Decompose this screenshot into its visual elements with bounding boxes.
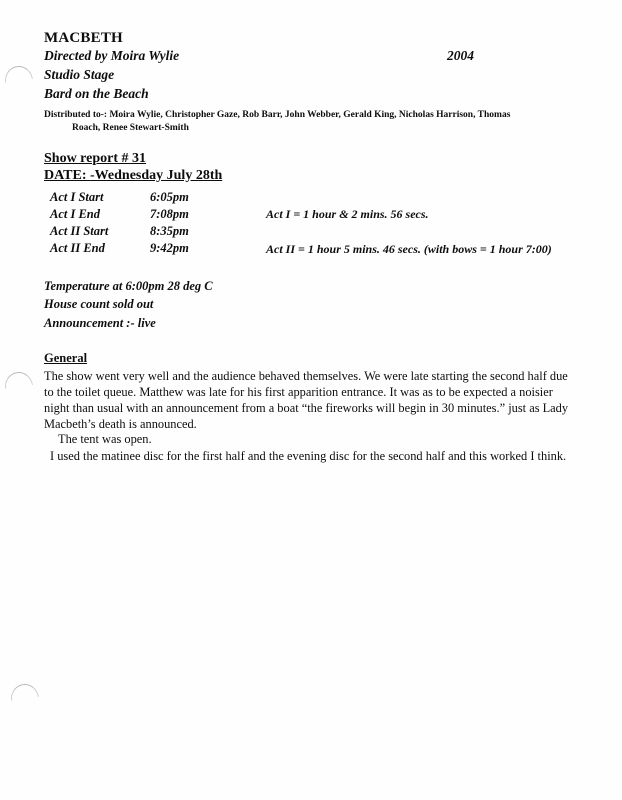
act-time-value: 6:05pm [150, 189, 189, 204]
act-time-label: Act II Start [50, 223, 109, 238]
temperature-line: Temperature at 6:00pm 28 deg C [44, 278, 213, 293]
general-notes [44, 369, 569, 465]
company-label: Bard on the Beach [44, 86, 149, 101]
report-date: DATE: -Wednesday July 28th [44, 167, 223, 183]
general-paragraph: The show went very well and the audience behaved themselves. We were late starting the second half due to the toilet queue. Matthew was late for his first apparition entrance. It was as to be expected a noisier night than usual with an announcement from a boat “the fireworks will begin in 30 minutes.” just as Lady Macbeth’s death is announced. [44, 368, 569, 431]
show-title: MACBETH [44, 30, 123, 46]
general-heading-wrap [44, 333, 584, 367]
environment-block [44, 277, 584, 333]
punch-hole-icon [9, 682, 39, 701]
act-time-value: 9:42pm [150, 240, 189, 255]
act-one-duration-note: Act I = 1 hour & 2 mins. 56 secs. [266, 206, 429, 221]
table-row [44, 189, 240, 206]
act-time-label: Act II End [50, 240, 105, 255]
act-two-duration-note: Act II = 1 hour 5 mins. 46 secs. (with bows = 1 hour 7:00) [266, 241, 552, 256]
punch-hole-icon [3, 64, 33, 83]
punch-hole-icon [3, 370, 33, 389]
year-label: 2004 [447, 48, 474, 63]
times-block [44, 189, 584, 265]
act-times-table [44, 189, 240, 257]
act-time-label: Act I End [50, 206, 101, 221]
director-line: Directed by Moira Wylie [44, 48, 180, 63]
report-number: Show report # 31 [44, 150, 147, 166]
general-paragraph: I used the matinee disc for the first half and the evening disc for the second half and this worked I think. [50, 449, 567, 464]
general-paragraph: The tent was open. [58, 432, 152, 447]
document-content [44, 30, 584, 465]
distribution-list [44, 109, 544, 135]
table-row [44, 206, 240, 223]
announcement-line: Announcement :- live [44, 316, 156, 331]
venue-label: Studio Stage [44, 67, 115, 82]
act-time-value: 8:35pm [150, 223, 189, 238]
general-heading: General [44, 350, 88, 365]
house-count-line: House count sold out [44, 297, 154, 312]
act-time-label: Act I Start [50, 189, 104, 204]
table-row [44, 223, 240, 240]
director-row [44, 48, 584, 64]
distribution-list-line2: Roach, Renee Stewart-Smith [72, 122, 189, 133]
act-time-value: 7:08pm [150, 206, 189, 221]
table-row [44, 240, 240, 257]
distribution-list-line1: Distributed to-: Moira Wylie, Christopher Gaze, Rob Barr, John Webber, Gerald King, Nicholas Harrison, Thomas [44, 110, 511, 120]
report-number-wrap [44, 135, 584, 167]
